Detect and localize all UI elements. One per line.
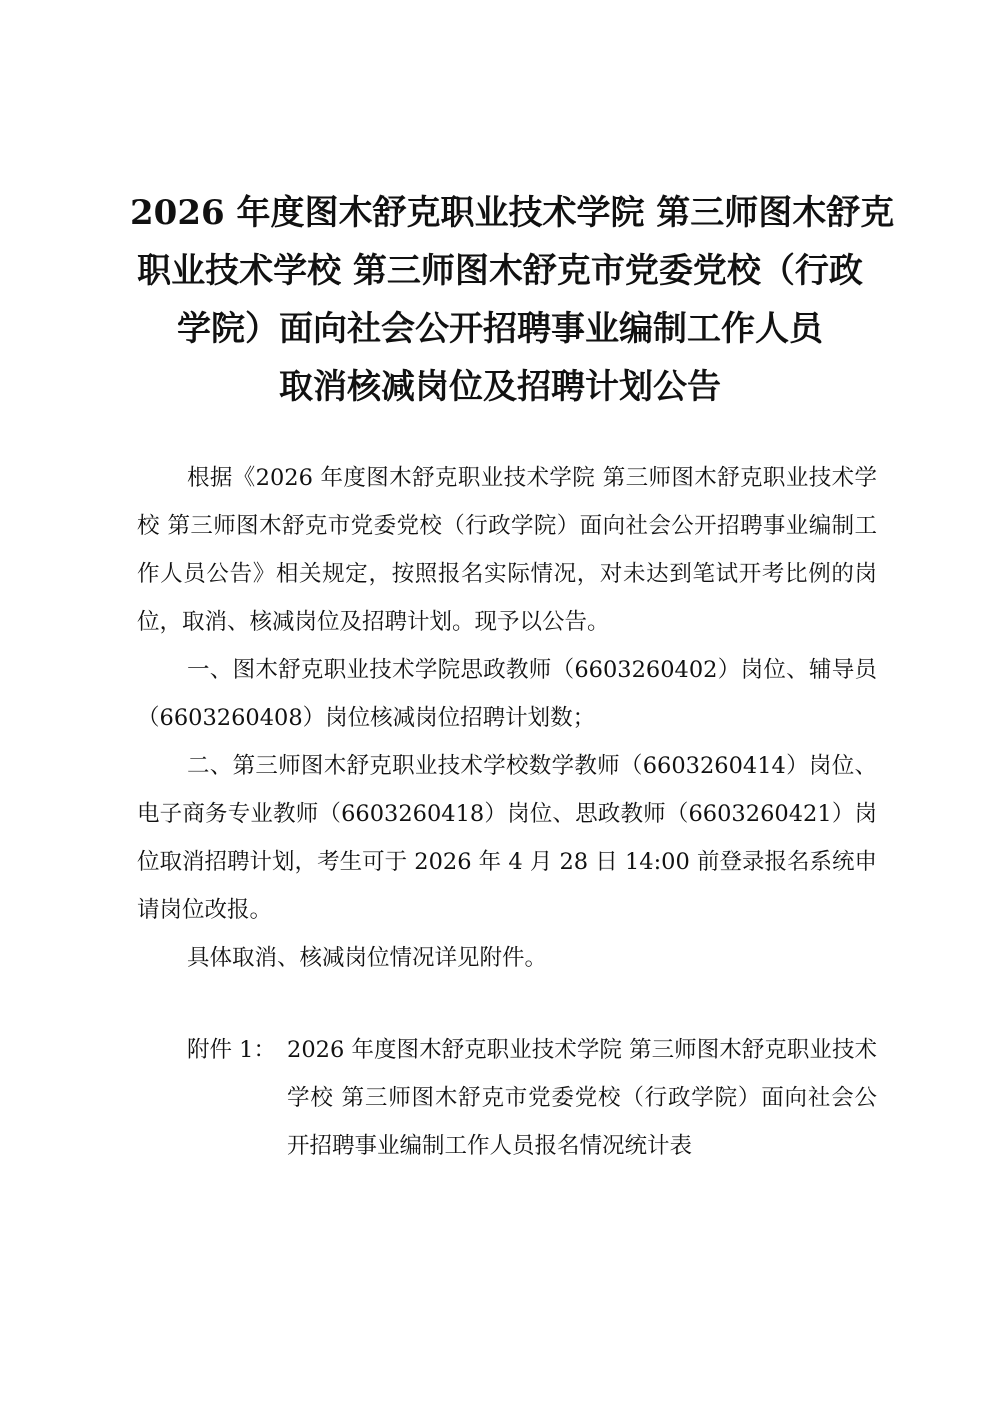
title-line: 学院）面向社会公开招聘事业编制工作人员 <box>177 309 823 349</box>
attachment-label: 附件 1： <box>187 1037 276 1063</box>
title-line: 职业技术学校 第三师图木舒克市党委党校（行政 <box>137 251 863 291</box>
section-spacer <box>137 982 877 1026</box>
attachment-title: 2026 年度图木舒克职业技术学院 第三师图木舒克职业技术学校 第三师图木舒克市党委党校（行政学院）面向社会公开招聘事业编制工作人员报名情况统计表 <box>287 1037 877 1159</box>
title-line: 取消核减岗位及招聘计划公告 <box>279 367 721 407</box>
item-one-paragraph: 一、图木舒克职业技术学院思政教师（6603260402）岗位、辅导员（6603260408）岗位核减岗位招聘计划数； <box>137 657 877 731</box>
title-line: 2026 年度图木舒克职业技术学院 第三师图木舒克 <box>130 193 895 233</box>
intro-paragraph: 根据《2026 年度图木舒克职业技术学院 第三师图木舒克职业技术学校 第三师图木舒克市党委党校（行政学院）面向社会公开招聘事业编制工作人员公告》相关规定，按照报名实际情况，对未达到笔试开考比例的岗位，取消、核减岗位及招聘计划。现予以公告。 <box>137 465 877 635</box>
attachment-entry <box>137 1026 877 1170</box>
item-two-paragraph: 二、第三师图木舒克职业技术学校数学教师（6603260414）岗位、电子商务专业教师（6603260418）岗位、思政教师（6603260421）岗位取消招聘计划，考生可于 2026 年 4 月 28 日 14:00 前登录报名系统申请岗位改报。 <box>137 753 877 923</box>
detail-paragraph: 具体取消、核减岗位情况详见附件。 <box>187 945 548 971</box>
announcement-title <box>130 184 895 416</box>
announcement-body <box>137 454 877 1170</box>
